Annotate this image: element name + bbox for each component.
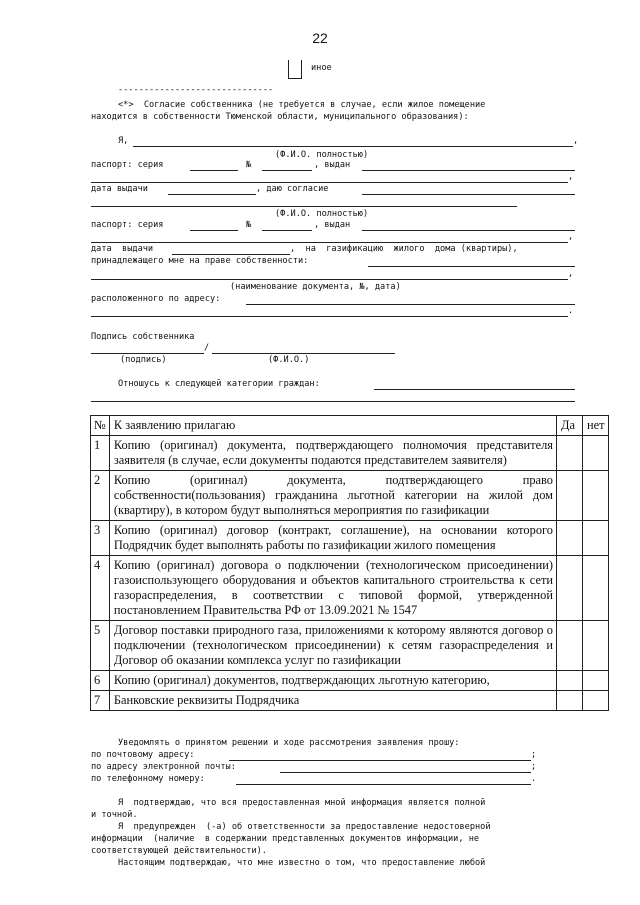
issued-by-field-2[interactable] [362,230,575,231]
row-num: 3 [91,521,110,556]
period: . [568,306,574,316]
yes-cell[interactable] [557,671,583,691]
row-text: Копию (оригинал) документа, подтверждающего полномочия представителя заявителя (в случае, если документы подаются представителем заявителя) [109,436,556,471]
passport-series-field[interactable] [190,170,238,171]
yes-cell[interactable] [557,621,583,671]
issue-date-label: дата выдачи [91,184,148,194]
passport-number-field[interactable] [262,170,312,171]
email-label: по адресу электронной почты: [91,762,236,772]
comma: , [573,136,579,146]
issue-date-field-2[interactable] [172,254,290,255]
no-cell[interactable] [583,671,609,691]
issued-by-field-2-cont[interactable] [91,242,568,243]
postal-label: по почтовому адресу: [91,750,195,760]
passport-series-label: паспорт: серия [91,160,164,170]
table-row [91,436,609,471]
gasification-label: , на газификацию жилого дома (квартиры), [290,244,518,254]
phone-label: по телефонному номеру: [91,774,205,784]
address-field-cont[interactable] [91,316,568,317]
fio-caption-2: (Ф.И.О. полностью) [275,209,369,219]
yes-cell[interactable] [557,556,583,621]
ownership-doc-field[interactable] [368,266,575,267]
confirm-p2b: информации (наличие в содержании представленных документов информации, не [91,834,480,844]
header-num: № [91,416,110,436]
consent-line2: находится в собственности Тюменской области, муниципального образования): [91,112,469,122]
no-cell[interactable] [583,691,609,711]
number-sign: № [246,160,252,170]
owner-signature-label: Подпись собственника [91,332,195,342]
confirm-p3a: Настоящим подтверждаю, что мне известно о том, что предоставление любой [118,858,486,868]
row-num: 7 [91,691,110,711]
table-row [91,471,609,521]
row-text: Копию (оригинал) договора о подключении (технологическом присоединении) газоиспользующего оборудования и объектов капитального строительства к сети газораспределения, в соответствии с типовой формой, утвержденной постановлением Правительства РФ от 13.09.2021 № 1547 [109,556,556,621]
owner-name-field[interactable] [133,146,573,147]
confirm-p2a: Я предупрежден (-а) об ответственности за предоставление недостоверной [118,822,491,832]
other-checkbox[interactable] [288,60,302,79]
fio-short-caption: (Ф.И.О.) [268,355,310,365]
period: . [531,774,537,784]
page-number: 22 [312,30,328,46]
passport-series-field-2[interactable] [190,230,238,231]
attachments-table [90,415,609,711]
row-text: Банковские реквизиты Подрядчика [109,691,556,711]
give-consent-label: , даю согласие [256,184,329,194]
confirm-p1b: и точной. [91,810,138,820]
row-text: Копию (оригинал) документов, подтверждающих льготную категорию, [109,671,556,691]
row-text: Копию (оригинал) документа, подтверждающего право собственности(пользования) гражданина льготной категории на жилой дом (квартиру), в котором будут выполняться мероприятия по газификации [109,471,556,521]
comma: , [568,232,574,242]
table-header-row [91,416,609,436]
no-cell[interactable] [583,471,609,521]
yes-cell[interactable] [557,521,583,556]
yes-cell[interactable] [557,691,583,711]
i-prefix: Я, [118,136,129,146]
row-num: 5 [91,621,110,671]
phone-field[interactable] [236,784,531,785]
yes-cell[interactable] [557,436,583,471]
postal-address-field[interactable] [229,760,531,761]
comma: , [568,269,574,279]
row-num: 4 [91,556,110,621]
category-field[interactable] [374,389,575,390]
row-num: 2 [91,471,110,521]
no-cell[interactable] [583,521,609,556]
passport-series-label-2: паспорт: серия [91,220,164,230]
row-num: 6 [91,671,110,691]
fio-caption: (Ф.И.О. полностью) [275,150,369,160]
no-cell[interactable] [583,621,609,671]
located-label: расположенного по адресу: [91,294,221,304]
signature-caption: (подпись) [120,355,167,365]
comma: , [568,172,574,182]
issue-date-field[interactable] [168,194,256,195]
address-field[interactable] [246,304,575,305]
signature-field[interactable] [91,353,204,354]
table-row [91,521,609,556]
table-row [91,671,609,691]
row-text: Договор поставки природного газа, приложениями к которому являются договор о подключении (технологическом присоединении) к сетям газораспределения и Договор об оказании комплекса услуг по газификации [109,621,556,671]
no-cell[interactable] [583,436,609,471]
row-text: Копию (оригинал) договор (контракт, соглашение), на основании которого Подрядчик будет выполнять работы по газификации жилого помещения [109,521,556,556]
owned-label: принадлежащего мне на праве собственности: [91,256,309,266]
email-field[interactable] [280,772,531,773]
header-yes: Да [557,416,583,436]
consent-name-field[interactable] [362,194,575,195]
notify-intro: Уведомлять о принятом решении и ходе рассмотрения заявления прошу: [118,738,460,748]
header-no: нет [583,416,609,436]
doc-caption: (наименование документа, №, дата) [230,282,401,292]
footnote-separator: ------------------------------ [118,85,274,95]
semicolon-2: ; [531,762,537,772]
ownership-doc-field-cont[interactable] [91,279,568,280]
issued-label-2: , выдан [314,220,351,230]
category-label: Отношусь к следующей категории граждан: [118,379,320,389]
yes-cell[interactable] [557,471,583,521]
issue-date-label-2: дата выдачи [91,244,154,254]
header-title: К заявлению прилагаю [109,416,556,436]
passport-number-field-2[interactable] [262,230,312,231]
issued-by-field[interactable] [362,170,575,171]
row-num: 1 [91,436,110,471]
table-row [91,691,609,711]
slash: / [204,343,210,353]
table-row [91,621,609,671]
consent-name-field-cont[interactable] [91,206,517,207]
issued-label: , выдан [314,160,351,170]
table-row [91,556,609,621]
consent-line1: <*> Согласие собственника (не требуется в случае, если жилое помещение [118,100,486,110]
other-label: иное [311,63,332,73]
confirm-p2c: соответствующей действительности). [91,846,267,856]
signature-fio-field[interactable] [212,353,395,354]
issued-by-field-cont[interactable] [91,182,568,183]
semicolon: ; [531,750,537,760]
confirm-p1a: Я подтверждаю, что вся предоставленная мной информация является полной [118,798,486,808]
category-field-cont[interactable] [91,401,575,402]
number-sign-2: № [246,220,252,230]
no-cell[interactable] [583,556,609,621]
